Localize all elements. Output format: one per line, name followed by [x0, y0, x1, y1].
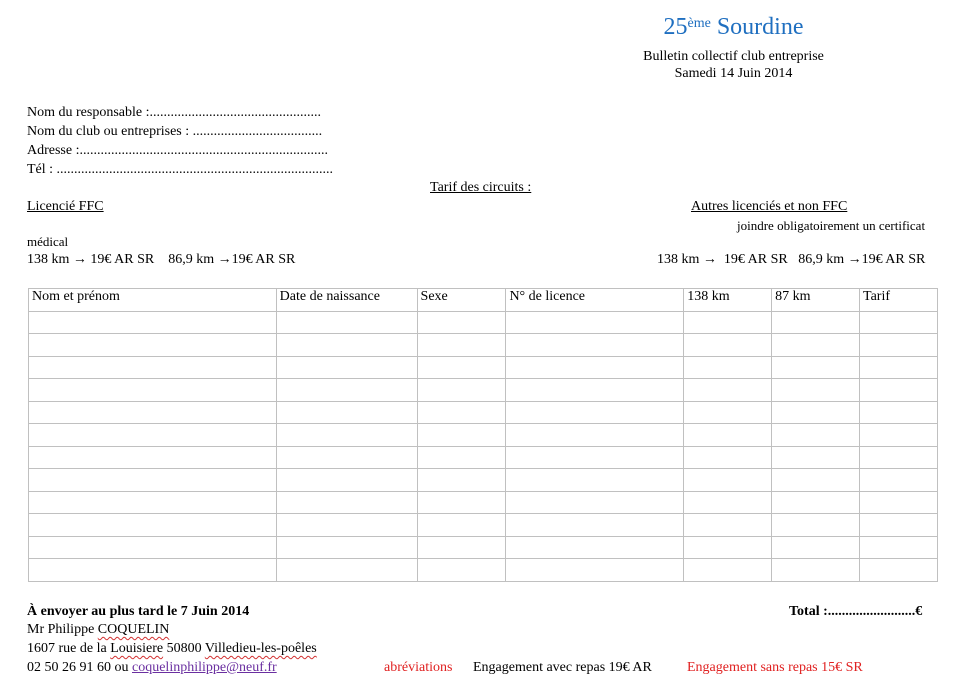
table-cell[interactable] — [772, 469, 860, 492]
table-row — [29, 424, 938, 447]
table-cell[interactable] — [506, 559, 684, 582]
table-cell[interactable] — [417, 311, 506, 334]
table-cell[interactable] — [29, 379, 277, 402]
table-cell[interactable] — [860, 424, 938, 447]
table-cell[interactable] — [772, 559, 860, 582]
table-cell[interactable] — [772, 356, 860, 379]
table-cell[interactable] — [684, 311, 772, 334]
table-cell[interactable] — [684, 379, 772, 402]
table-cell[interactable] — [506, 334, 684, 357]
table-row — [29, 469, 938, 492]
col-licence: N° de licence — [506, 289, 684, 312]
table-cell[interactable] — [860, 356, 938, 379]
table-row — [29, 311, 938, 334]
table-cell[interactable] — [860, 446, 938, 469]
table-cell[interactable] — [506, 491, 684, 514]
col-nom: Nom et prénom — [29, 289, 277, 312]
table-cell[interactable] — [684, 491, 772, 514]
table-row — [29, 514, 938, 537]
table-row — [29, 356, 938, 379]
table-cell[interactable] — [506, 536, 684, 559]
field-responsable[interactable]: Nom du responsable :................................................. — [27, 105, 321, 120]
table-cell[interactable] — [29, 334, 277, 357]
table-cell[interactable] — [772, 446, 860, 469]
table-cell[interactable] — [860, 514, 938, 537]
table-row — [29, 536, 938, 559]
contact-address: 1607 rue de la Louisiere 50800 Villedieu-les-poêles — [27, 641, 317, 656]
table-cell[interactable] — [276, 356, 417, 379]
table-cell[interactable] — [417, 334, 506, 357]
table-cell[interactable] — [684, 356, 772, 379]
table-cell[interactable] — [276, 334, 417, 357]
table-cell[interactable] — [276, 424, 417, 447]
tarif-heading: Tarif des circuits : — [430, 180, 532, 195]
table-cell[interactable] — [772, 514, 860, 537]
table-cell[interactable] — [860, 536, 938, 559]
table-cell[interactable] — [860, 311, 938, 334]
email-link[interactable]: coquelinphilippe@neuf.fr — [132, 660, 277, 675]
table-row — [29, 491, 938, 514]
abbrev-label: abréviations — [384, 660, 453, 675]
table-cell[interactable] — [417, 424, 506, 447]
table-cell[interactable] — [276, 446, 417, 469]
table-cell[interactable] — [860, 491, 938, 514]
table-cell[interactable] — [29, 559, 277, 582]
table-cell[interactable] — [29, 424, 277, 447]
table-cell[interactable] — [276, 401, 417, 424]
table-cell[interactable] — [29, 536, 277, 559]
licencie-prices: 138 km → 19€ AR SR 86,9 km →19€ AR SR — [27, 252, 296, 267]
table-row — [29, 401, 938, 424]
col-138km: 138 km — [684, 289, 772, 312]
table-cell[interactable] — [417, 536, 506, 559]
table-cell[interactable] — [860, 559, 938, 582]
table-cell[interactable] — [506, 401, 684, 424]
table-cell[interactable] — [417, 446, 506, 469]
table-cell[interactable] — [684, 424, 772, 447]
col-naissance: Date de naissance — [276, 289, 417, 312]
title-name: Sourdine — [716, 14, 804, 40]
table-row — [29, 559, 938, 582]
table-cell[interactable] — [772, 334, 860, 357]
table-cell[interactable] — [684, 334, 772, 357]
table-cell[interactable] — [860, 334, 938, 357]
table-row — [29, 334, 938, 357]
table-cell[interactable] — [29, 469, 277, 492]
col-87km: 87 km — [772, 289, 860, 312]
table-cell[interactable] — [276, 469, 417, 492]
table-cell[interactable] — [417, 379, 506, 402]
abbrev-ar: Engagement avec repas 19€ AR — [473, 660, 652, 675]
table-cell[interactable] — [29, 356, 277, 379]
table-cell[interactable] — [506, 379, 684, 402]
table-cell[interactable] — [276, 491, 417, 514]
table-cell[interactable] — [276, 559, 417, 582]
table-cell[interactable] — [29, 446, 277, 469]
table-cell[interactable] — [417, 469, 506, 492]
registration-table — [28, 288, 938, 582]
table-row — [29, 379, 938, 402]
table-cell[interactable] — [684, 536, 772, 559]
table-cell[interactable] — [772, 401, 860, 424]
table-cell[interactable] — [417, 514, 506, 537]
table-cell[interactable] — [29, 401, 277, 424]
table-cell[interactable] — [860, 469, 938, 492]
contact-name: Mr Philippe COQUELIN — [27, 622, 170, 637]
licencie-ffc-label: Licencié FFC — [27, 199, 104, 214]
table-cell[interactable] — [684, 514, 772, 537]
table-cell[interactable] — [276, 536, 417, 559]
event-date: Samedi 14 Juin 2014 — [674, 66, 793, 81]
title-number: 25 — [663, 14, 688, 40]
abbrev-sr: Engagement sans repas 15€ SR — [687, 660, 863, 675]
subtitle: Bulletin collectif club entreprise — [643, 49, 824, 64]
contact-phone: 02 50 26 91 60 ou coquelinphilippe@neuf.fr — [27, 660, 277, 675]
table-cell[interactable] — [684, 559, 772, 582]
table-row — [29, 446, 938, 469]
table-cell[interactable] — [29, 514, 277, 537]
autres-licencies-label: Autres licenciés et non FFC — [691, 199, 848, 214]
col-sexe: Sexe — [417, 289, 506, 312]
title-superscript: ème — [687, 16, 711, 31]
table-cell[interactable] — [772, 424, 860, 447]
table-cell[interactable] — [772, 536, 860, 559]
table-cell[interactable] — [276, 311, 417, 334]
table-cell[interactable] — [506, 469, 684, 492]
certificat-note: joindre obligatoirement un certificat — [737, 218, 926, 233]
table-cell[interactable] — [506, 446, 684, 469]
table-cell[interactable] — [29, 491, 277, 514]
table-cell[interactable] — [684, 401, 772, 424]
field-adresse[interactable]: Adresse :....................................................................... — [27, 143, 328, 158]
table-cell[interactable] — [417, 356, 506, 379]
table-cell[interactable] — [684, 469, 772, 492]
table-cell[interactable] — [29, 311, 277, 334]
table-header-row — [29, 289, 938, 312]
deadline: À envoyer au plus tard le 7 Juin 2014 — [27, 604, 250, 619]
certificat-note-cont: médical — [27, 234, 69, 249]
table-cell[interactable] — [860, 401, 938, 424]
table-cell[interactable] — [417, 491, 506, 514]
table-cell[interactable] — [276, 379, 417, 402]
autres-prices: 138 km → 19€ AR SR 86,9 km →19€ AR SR — [657, 252, 926, 267]
field-club[interactable]: Nom du club ou entreprises : ..................................... — [27, 124, 323, 139]
table-cell[interactable] — [860, 379, 938, 402]
field-tel[interactable]: Tél : ............................................................................... — [27, 162, 334, 177]
table-cell[interactable] — [506, 424, 684, 447]
table-cell[interactable] — [506, 311, 684, 334]
page-title — [0, 14, 965, 41]
col-tarif: Tarif — [860, 289, 938, 312]
table-cell[interactable] — [772, 379, 860, 402]
table-cell[interactable] — [417, 401, 506, 424]
table-cell[interactable] — [417, 559, 506, 582]
table-cell[interactable] — [276, 514, 417, 537]
total-field[interactable]: Total :.........................€ — [789, 604, 923, 619]
table-cell[interactable] — [506, 356, 684, 379]
table-cell[interactable] — [506, 514, 684, 537]
table-cell[interactable] — [772, 491, 860, 514]
table-cell[interactable] — [684, 446, 772, 469]
table-cell[interactable] — [772, 311, 860, 334]
